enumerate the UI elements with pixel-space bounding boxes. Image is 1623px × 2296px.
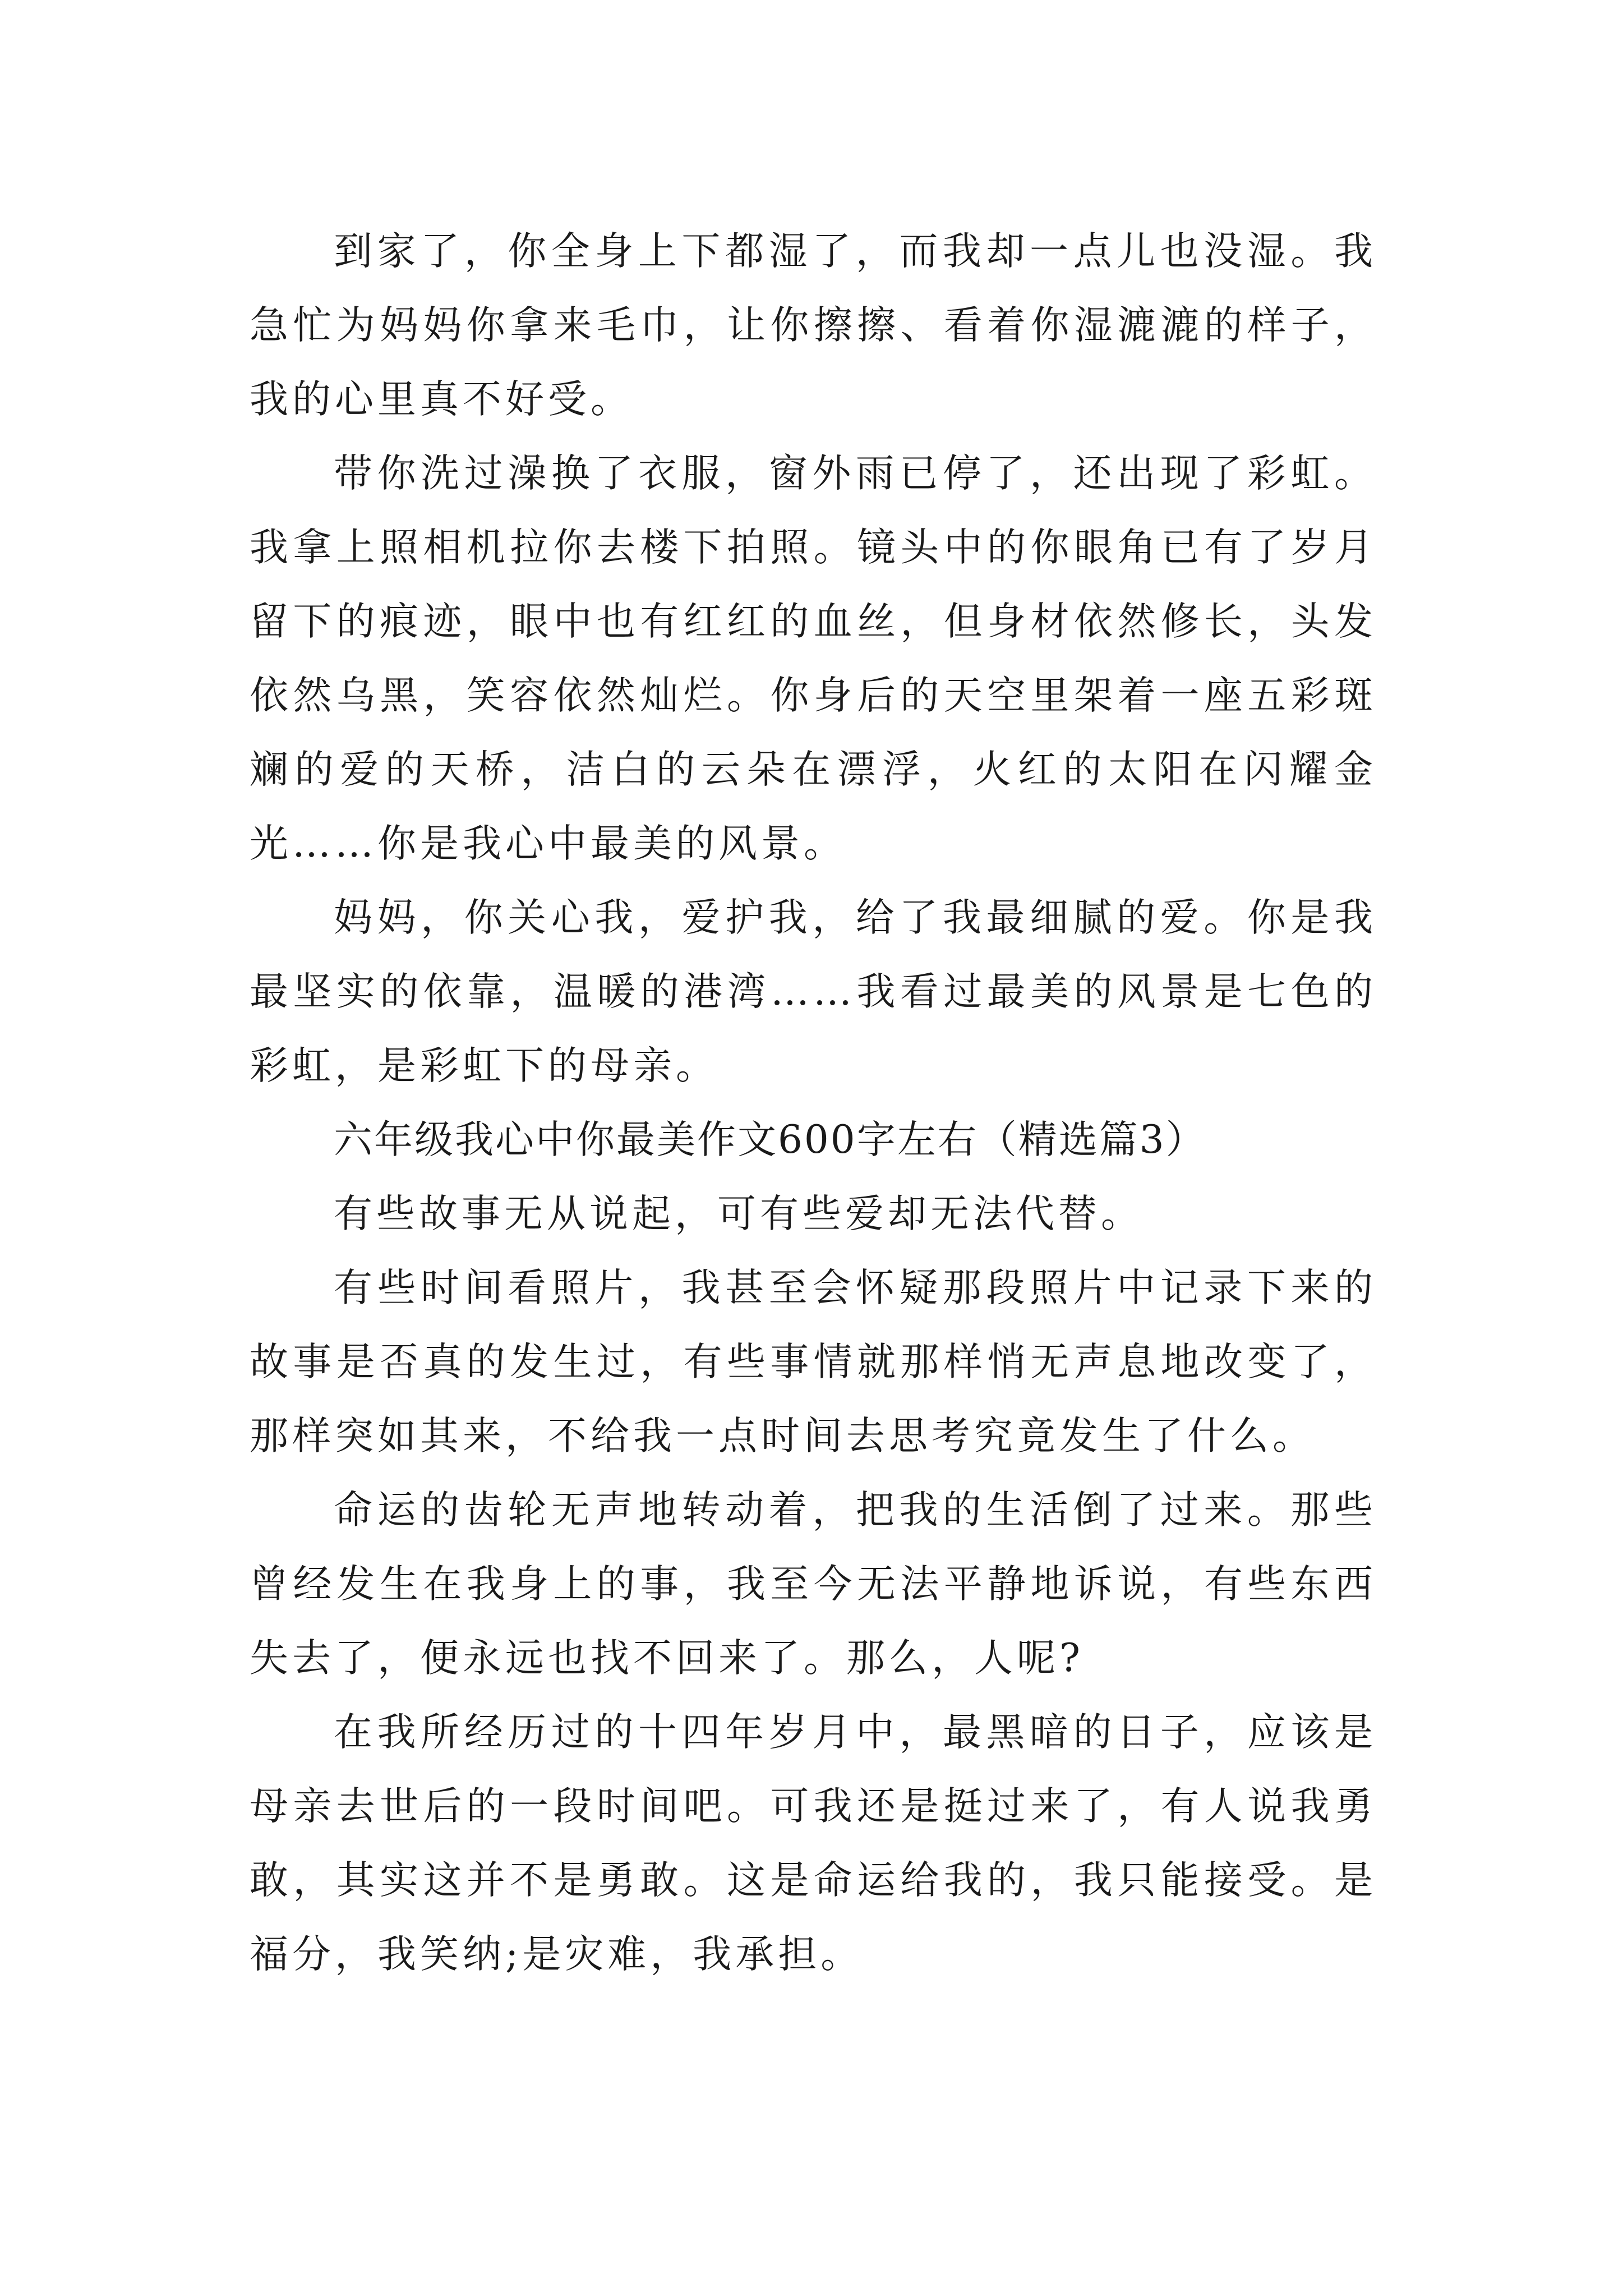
paragraph-dark-days: 在我所经历过的十四年岁月中，最黑暗的日子，应该是母亲去世后的一段时间吧。可我还是挺过来了，有人说我勇敢，其实这并不是勇敢。这是命运给我的，我只能接受。是福分，我笑纳;是灾难，我承担。 [250, 1710, 1377, 1977]
paragraph-arrive-home: 到家了，你全身上下都湿了，而我却一点儿也没湿。我急忙为妈妈你拿来毛巾，让你擦擦、看着你湿漉漉的样子，我的心里真不好受。 [250, 229, 1377, 422]
document-body [250, 214, 1377, 1991]
paragraph-rainbow-photo: 带你洗过澡换了衣服，窗外雨已停了，还出现了彩虹。我拿上照相机拉你去楼下拍照。镜头中的你眼角已有了岁月留下的痕迹，眼中也有红红的血丝，但身材依然修长，头发依然乌黑，笑容依然灿烂。你身后的天空里架着一座五彩斑斓的爱的天桥，洁白的云朵在漂浮，火红的太阳在闪耀金光……你是我心中最美的风景。 [250, 451, 1377, 866]
essay-heading: 六年级我心中你最美作文600字左右（精选篇3） [334, 1117, 1206, 1162]
paragraph-stories: 有些故事无从说起，可有些爱却无法代替。 [334, 1191, 1144, 1236]
paragraph-fate: 命运的齿轮无声地转动着，把我的生活倒了过来。那些曾经发生在我身上的事，我至今无法平静地诉说，有些东西失去了，便永远也找不回来了。那么，人呢? [250, 1488, 1377, 1681]
paragraph-mother-love: 妈妈，你关心我，爱护我，给了我最细腻的爱。你是我最坚实的依靠，温暖的港湾……我看过最美的风景是七色的彩虹，是彩虹下的母亲。 [250, 895, 1377, 1088]
paragraph-photos: 有些时间看照片，我甚至会怀疑那段照片中记录下来的故事是否真的发生过，有些事情就那样悄无声息地改变了，那样突如其来，不给我一点时间去思考究竟发生了什么。 [250, 1266, 1377, 1458]
